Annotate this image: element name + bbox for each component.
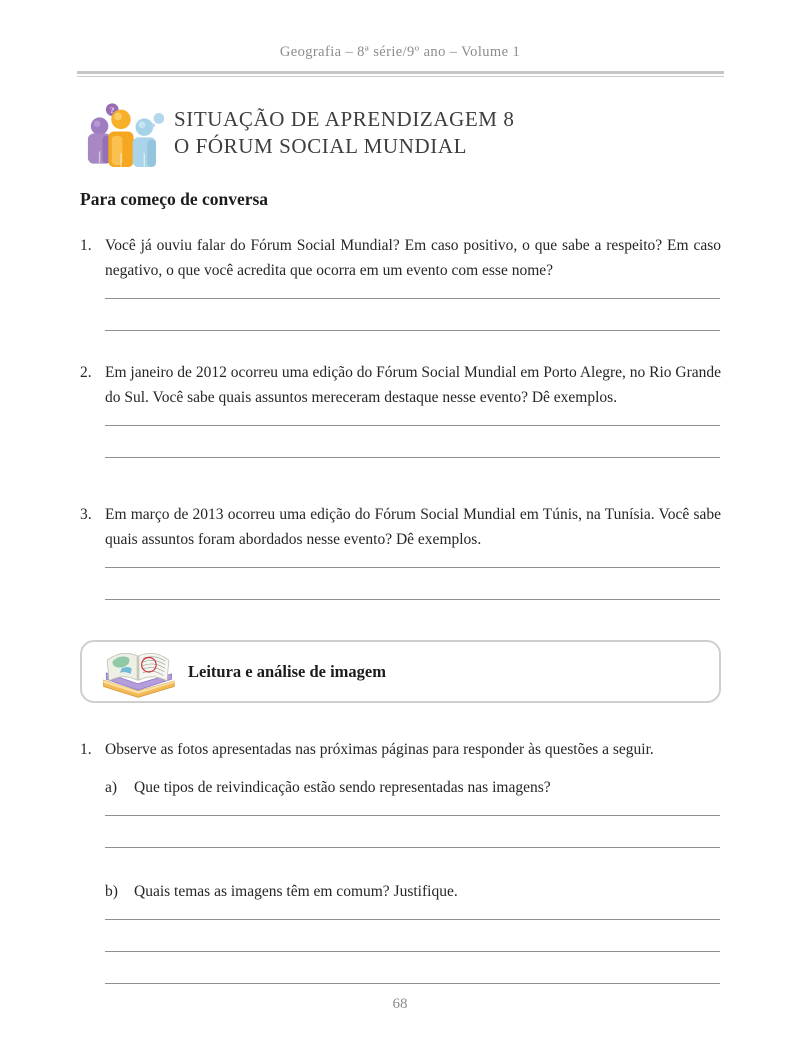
answer-line (105, 816, 720, 848)
answer-line (105, 410, 720, 426)
question-1-number: 1. (80, 237, 92, 254)
image-question-1 (80, 737, 721, 762)
lesson-title-line1: SITUAÇÃO DE APRENDIZAGEM 8 (174, 107, 515, 131)
people-discussion-icon (76, 97, 164, 169)
answer-line (105, 904, 720, 920)
sub-question-b-letter: b) (105, 883, 118, 900)
lesson-header (76, 97, 800, 169)
running-head: Geografia – 8ª série/9º ano – Volume 1 (279, 44, 521, 60)
open-book-icon (94, 643, 182, 701)
page-number: 68 (392, 996, 408, 1012)
image-question-1-number: 1. (80, 741, 92, 758)
svg-text:?: ? (110, 105, 115, 116)
sub-question-a-answer-lines (105, 800, 720, 848)
answer-line (105, 426, 720, 458)
answer-line (105, 552, 720, 568)
lesson-title-line2: O FÓRUM SOCIAL MUNDIAL (174, 134, 468, 158)
activity-box (80, 640, 721, 703)
question-1 (80, 233, 721, 283)
image-question-1-text: Observe as fotos apresentadas nas próximas páginas para responder às questões a seguir. (105, 741, 654, 758)
sub-question-a-letter: a) (105, 779, 118, 796)
question-1-text: Você já ouviu falar do Fórum Social Mundial? Em caso positivo, o que sabe a respeito? Em caso negativo, o que você acredita que ocorra em um evento com esse nome? (105, 237, 721, 279)
section-heading-conversa: Para começo de conversa (80, 189, 269, 209)
question-2 (80, 360, 721, 410)
sub-question-b-answer-lines (105, 904, 720, 984)
header-rule-thick (77, 71, 724, 74)
answer-line (105, 800, 720, 816)
question-2-text: Em janeiro de 2012 ocorreu uma edição do Fórum Social Mundial em Porto Alegre, no Rio Grande do Sul. Você sabe quais assuntos mereceram destaque nesse evento? Dê exemplos. (105, 364, 721, 406)
question-2-answer-lines (105, 410, 720, 458)
sub-question-a (105, 775, 720, 800)
header-rule (77, 71, 724, 77)
question-3 (80, 502, 721, 552)
answer-line (105, 299, 720, 331)
sub-question-a-text: Que tipos de reivindicação estão sendo representadas nas imagens? (134, 779, 551, 796)
answer-line (105, 568, 720, 600)
question-3-text: Em março de 2013 ocorreu uma edição do Fórum Social Mundial em Túnis, na Tunísia. Você sabe quais assuntos foram abordados nesse evento? Dê exemplos. (105, 506, 721, 548)
question-3-number: 3. (80, 506, 92, 523)
header-rule-thin (77, 76, 724, 77)
question-2-number: 2. (80, 364, 92, 381)
sub-question-b (105, 879, 720, 904)
answer-line (105, 952, 720, 984)
question-1-answer-lines (105, 283, 720, 331)
sub-question-b-text: Quais temas as imagens têm em comum? Justifique. (134, 883, 458, 900)
answer-line (105, 283, 720, 299)
lesson-title (174, 106, 515, 160)
question-3-answer-lines (105, 552, 720, 600)
answer-line (105, 920, 720, 952)
activity-box-label: Leitura e análise de imagem (188, 661, 386, 681)
